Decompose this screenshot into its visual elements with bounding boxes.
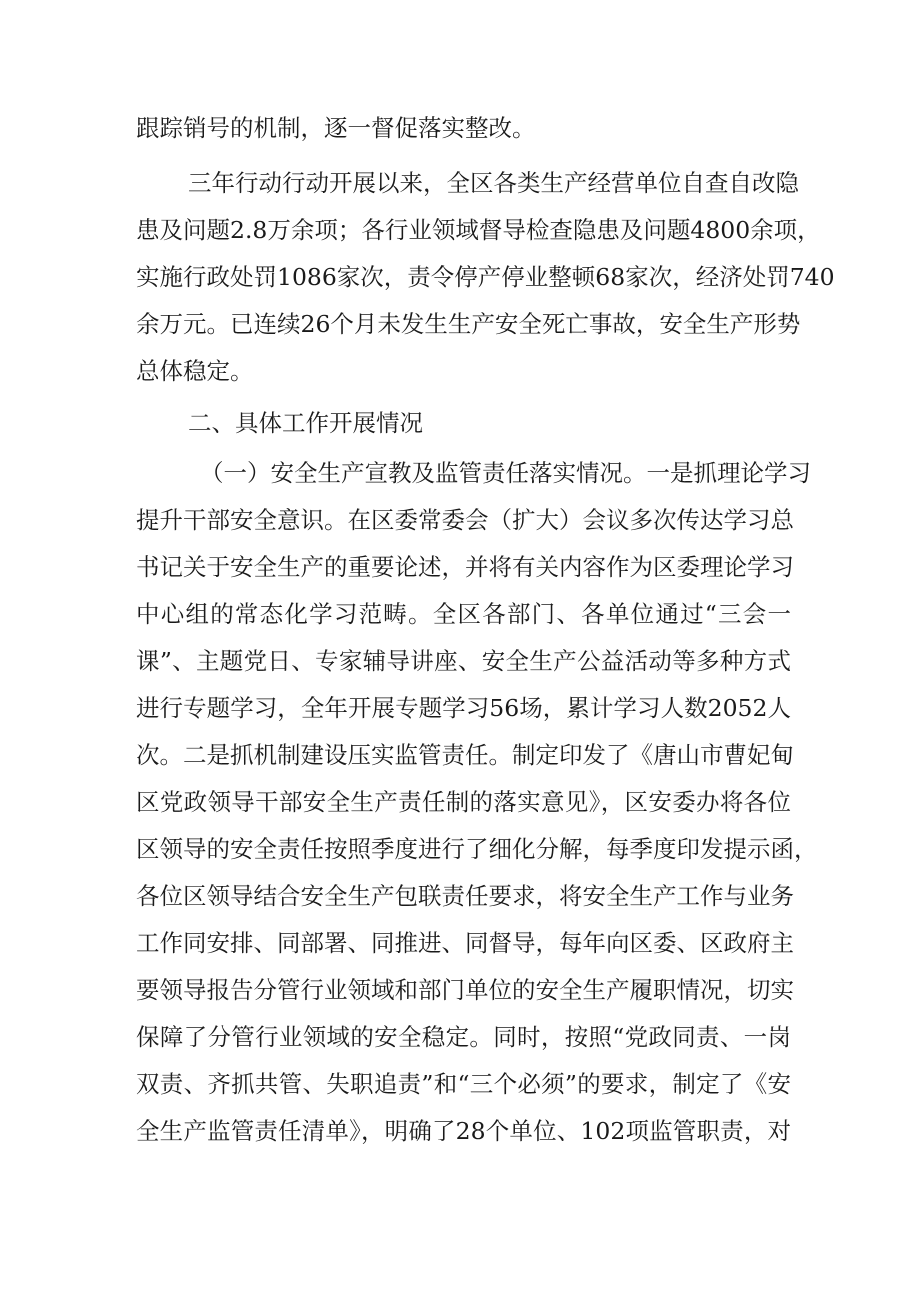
paragraph-3-line-13: 保障了分管行业领域的安全稳定。同时，按照“党政同责、一岗 [136,1023,791,1051]
section-heading: 二、具体工作开展情况 [188,409,423,437]
paragraph-3-line-6: 进行专题学习，全年开展专题学习56场，累计学习人数2052人 [136,694,791,722]
paragraph-2-line-5: 总体稳定。 [136,357,254,385]
paragraph-3-line-1: （一）安全生产宣教及监管责任落实情况。一是抓理论学习 [200,459,811,487]
paragraph-3-line-9: 区领导的安全责任按照季度进行了细化分解，每季度印发提示函， [136,835,818,863]
paragraph-3-line-4: 中心组的常态化学习范畴。全区各部门、各单位通过“三会一 [136,600,791,628]
paragraph-3-line-14: 双责、齐抓共管、失职追责”和“三个必须”的要求，制定了《安 [136,1070,791,1098]
paragraph-3-line-2: 提升干部安全意识。在区委常委会（扩大）会议多次传达学习总 [136,506,794,534]
paragraph-1-line-1: 跟踪销号的机制，逐一督促落实整改。 [136,114,536,142]
paragraph-3-line-7: 次。二是抓机制建设压实监管责任。制定印发了《唐山市曹妃甸 [136,741,794,769]
paragraph-3-line-3: 书记关于安全生产的重要论述，并将有关内容作为区委理论学习 [136,553,794,581]
paragraph-3-line-15: 全生产监管责任清单》，明确了28个单位、102项监管职责，对 [136,1117,791,1145]
paragraph-3-line-10: 各位区领导结合安全生产包联责任要求，将安全生产工作与业务 [136,882,794,910]
paragraph-2-line-1: 三年行动行动开展以来，全区各类生产经营单位自查自改隐 [188,169,799,197]
paragraph-3-line-5: 课”、主题党日、专家辅导讲座、安全生产公益活动等多种方式 [136,647,791,675]
paragraph-2-line-3: 实施行政处罚1086家次，责令停产停业整顿68家次，经济处罚740 [136,263,835,291]
paragraph-2-line-2: 患及问题2.8万余项；各行业领域督导检查隐患及问题4800余项， [136,216,821,244]
paragraph-3-line-12: 要领导报告分管行业领域和部门单位的安全生产履职情况，切实 [136,976,794,1004]
paragraph-3-line-8: 区党政领导干部安全生产责任制的落实意见》，区安委办将各位 [136,788,791,816]
paragraph-2-line-4: 余万元。已连续26个月未发生生产安全死亡事故，安全生产形势 [136,310,801,338]
paragraph-3-line-11: 工作同安排、同部署、同推进、同督导，每年向区委、区政府主 [136,929,794,957]
